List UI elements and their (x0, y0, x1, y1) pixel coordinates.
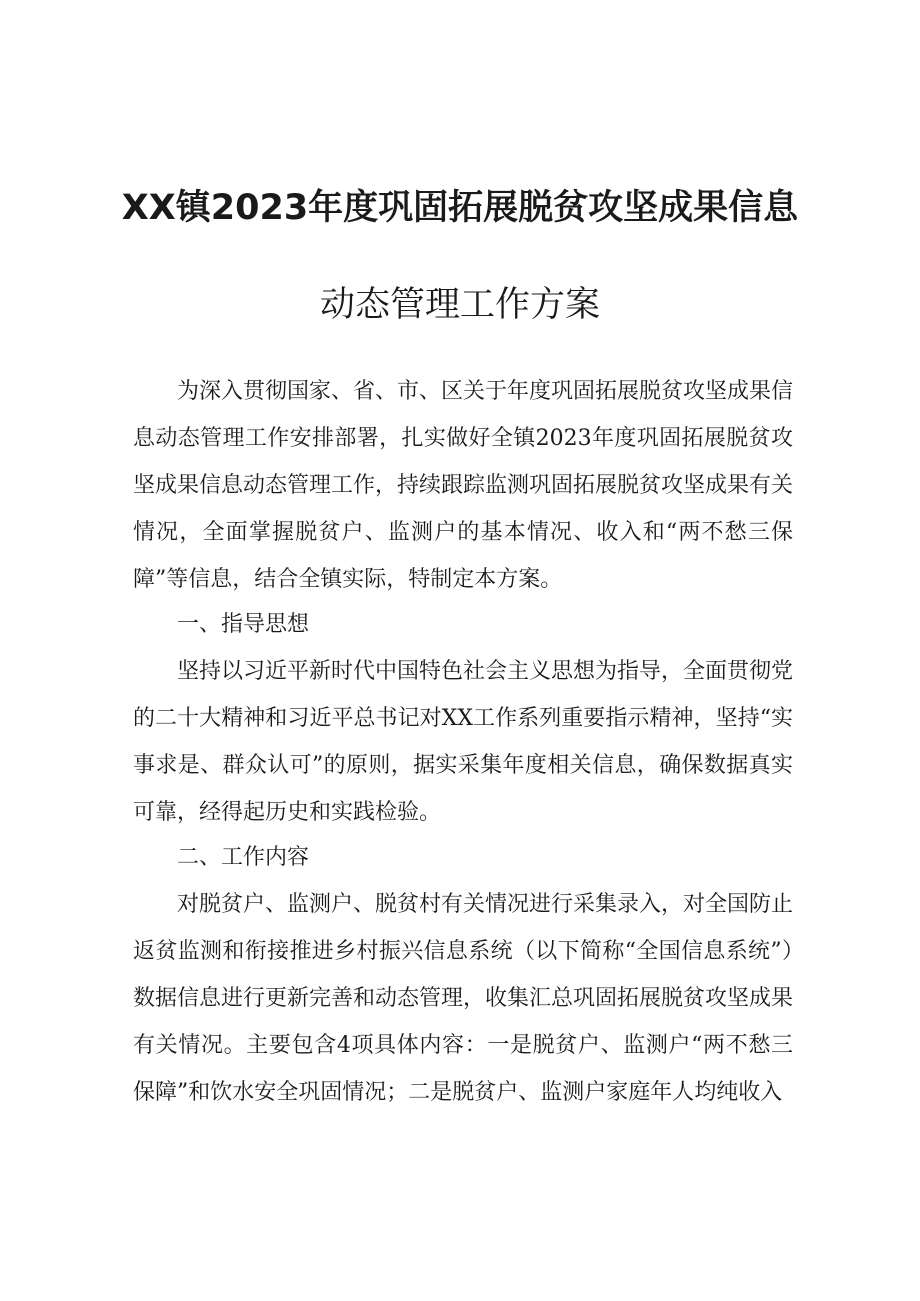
section-paragraph-guiding-ideology: 坚持以习近平新时代中国特色社会主义思想为指导，全面贯彻党的二十大精神和习近平总书记对XX工作系列重要指示精神，坚持“实事求是、群众认可”的原则，据实采集年度相关信息，确保数据真实可靠，经得起历史和实践检验。 (133, 659, 794, 825)
section-heading-guiding-ideology: 一、指导思想 (177, 612, 310, 637)
section-paragraph-work-content: 对脱贫户、监测户、脱贫村有关情况进行采集录入，对全国防止返贫监测和衔接推进乡村振兴信息系统（以下简称“全国信息系统”）数据信息进行更新完善和动态管理，收集汇总巩固拓展脱贫攻坚成果有关情况。主要包含4项具体内容：一是脱贫户、监测户“两不愁三保障”和饮水安全巩固情况；二是脱贫户、监测户家庭年人均纯收入 (133, 892, 794, 1105)
document-title-line1: XX镇2023年度巩固拓展脱贫攻坚成果信息 (121, 188, 799, 228)
intro-paragraph: 为深入贯彻国家、省、市、区关于年度巩固拓展脱贫攻坚成果信息动态管理工作安排部署，扎实做好全镇2023年度巩固拓展脱贫攻坚成果信息动态管理工作，持续跟踪监测巩固拓展脱贫攻坚成果有关情况，全面掌握脱贫户、监测户的基本情况、收入和“两不愁三保障”等信息，结合全镇实际，特制定本方案。 (133, 379, 794, 592)
document-title-line2: 动态管理工作方案 (319, 285, 600, 325)
section-heading-work-content: 二、工作内容 (177, 845, 310, 870)
